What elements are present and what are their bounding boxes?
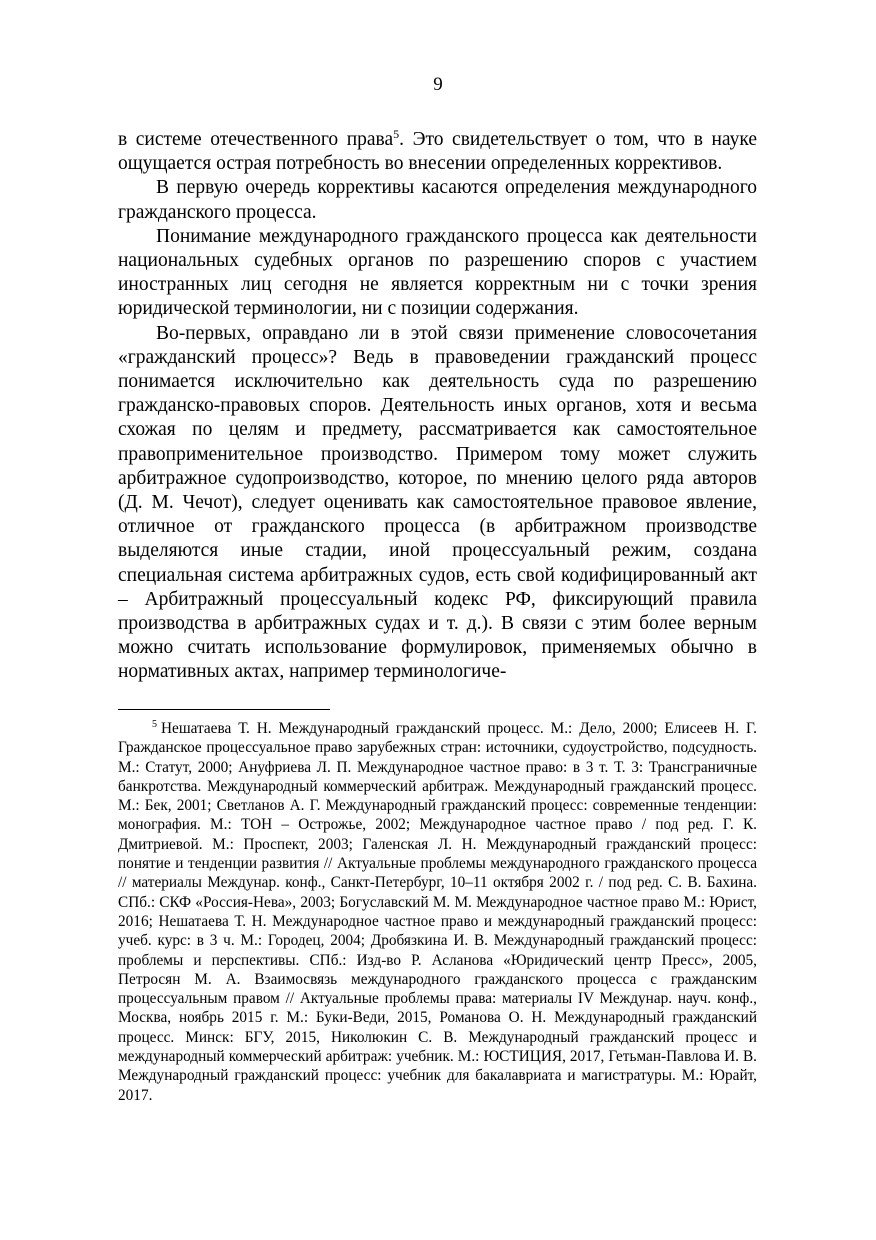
paragraph-3: Понимание международного гражданского процесса как деятельности национальных судебных органов по разрешению споров с участием иностранных лиц сегодня не является корректным ни с точки зрения юридической терминологии, ни с позиции содержания. — [118, 225, 757, 320]
footnote-paragraph — [118, 719, 757, 1105]
paragraph-1 — [118, 128, 757, 176]
footnote — [118, 719, 757, 1105]
paragraph-1-text-start: в системе отечественного права — [118, 129, 394, 150]
footnote-text: Нешатаева Т. Н. Международный гражданский процесс. М.: Дело, 2000; Елисеев Н. Г. Гражданское процессуальное право зарубежных стран: источники, судоустройство, подсудность. М.: Статут, 2000; Ануфриева Л. П. Международное частное право: в 3 т. Т. 3: Трансграничные банкротства. Международный коммерческий арбитраж. Международный гражданский процесс. М.: Бек, 2001; Светланов А. Г. Международный гражданский процесс: современные тенденции: монография. М.: ТОН – Острожье, 2002; Международное частное право / под ред. Г. К. Дмитриевой. М.: Проспект, 2003; Галенская Л. Н. Международный гражданский процесс: понятие и тенденции развития // Актуальные проблемы международного гражданского процесса // материалы Междунар. конф., Санкт-Петербург, 10–11 октября 2002 г. / под ред. С. В. Бахина. СПб.: СКФ «Россия-Нева», 2003; Богуславский М. М. Международное частное право М.: Юрист, 2016; Нешатаева Т. Н. Международное частное право и международный гражданский процесс: учеб. курс: в 3 ч. М.: Городец, 2004; Дробязкина И. В. Международный гражданский процесс: проблемы и перспективы. СПб.: Изд-во Р. Асланова «Юридический центр Пресс», 2005, Петросян М. А. Взаимосвязь международного гражданского процесса с гражданским процессуальным правом // Актуальные проблемы права: материалы IV Междунар. науч. конф., Москва, ноябрь 2015 г. М.: Буки-Веди, 2015, Романова О. Н. Международный гражданский процесс. Минск: БГУ, 2015, Николюкин С. В. Международный гражданский процесс и международный коммерческий арбитраж: учебник. М.: ЮСТИЦИЯ, 2017, Гетьман-Павлова И. В. Международный гражданский процесс: учебник для бакалавриата и магистратуры. М.: Юрайт, 2017. — [118, 720, 757, 1104]
paragraph-1-text-end: . Это свидетельствует о том, что в науке ощущается острая потребность во внесении определенных коррективов. — [118, 129, 757, 175]
footnote-mark: 5 — [152, 719, 157, 730]
paragraph-2: В первую очередь коррективы касаются определения международного гражданского процесса. — [118, 177, 757, 223]
paragraph-4: Во-первых, оправдано ли в этой связи применение словосочетания «гражданский процесс»? Ведь в правоведении гражданский процесс понимается исключительно как деятельность суда по разрешению гражданско-правовых споров. Деятельность иных органов, хотя и весьма схожая по целям и предмету, рассматривается как самостоятельное правоприменительное производство. Примером тому может служить арбитражное судопроизводство, которое, по мнению целого ряда авторов (Д. М. Чечот), следует оценивать как самостоятельное правовое явление, отличное от гражданского процесса (в арбитражном производстве выделяются иные стадии, иной процессуальный режим, создана специальная система арбитражных судов, есть свой кодифицированный акт – Арбитражный процессуальный кодекс РФ, фиксирующий правила производства в арбитражных судах и т. д.). В связи с этим более верным можно считать использование формулировок, применяемых обычно в нормативных актах, например терминологиче- — [118, 322, 757, 683]
footnote-separator — [118, 709, 330, 710]
main-text — [118, 128, 757, 685]
footnote-reference[interactable]: 5 — [393, 127, 400, 141]
page-number: 9 — [433, 74, 443, 95]
